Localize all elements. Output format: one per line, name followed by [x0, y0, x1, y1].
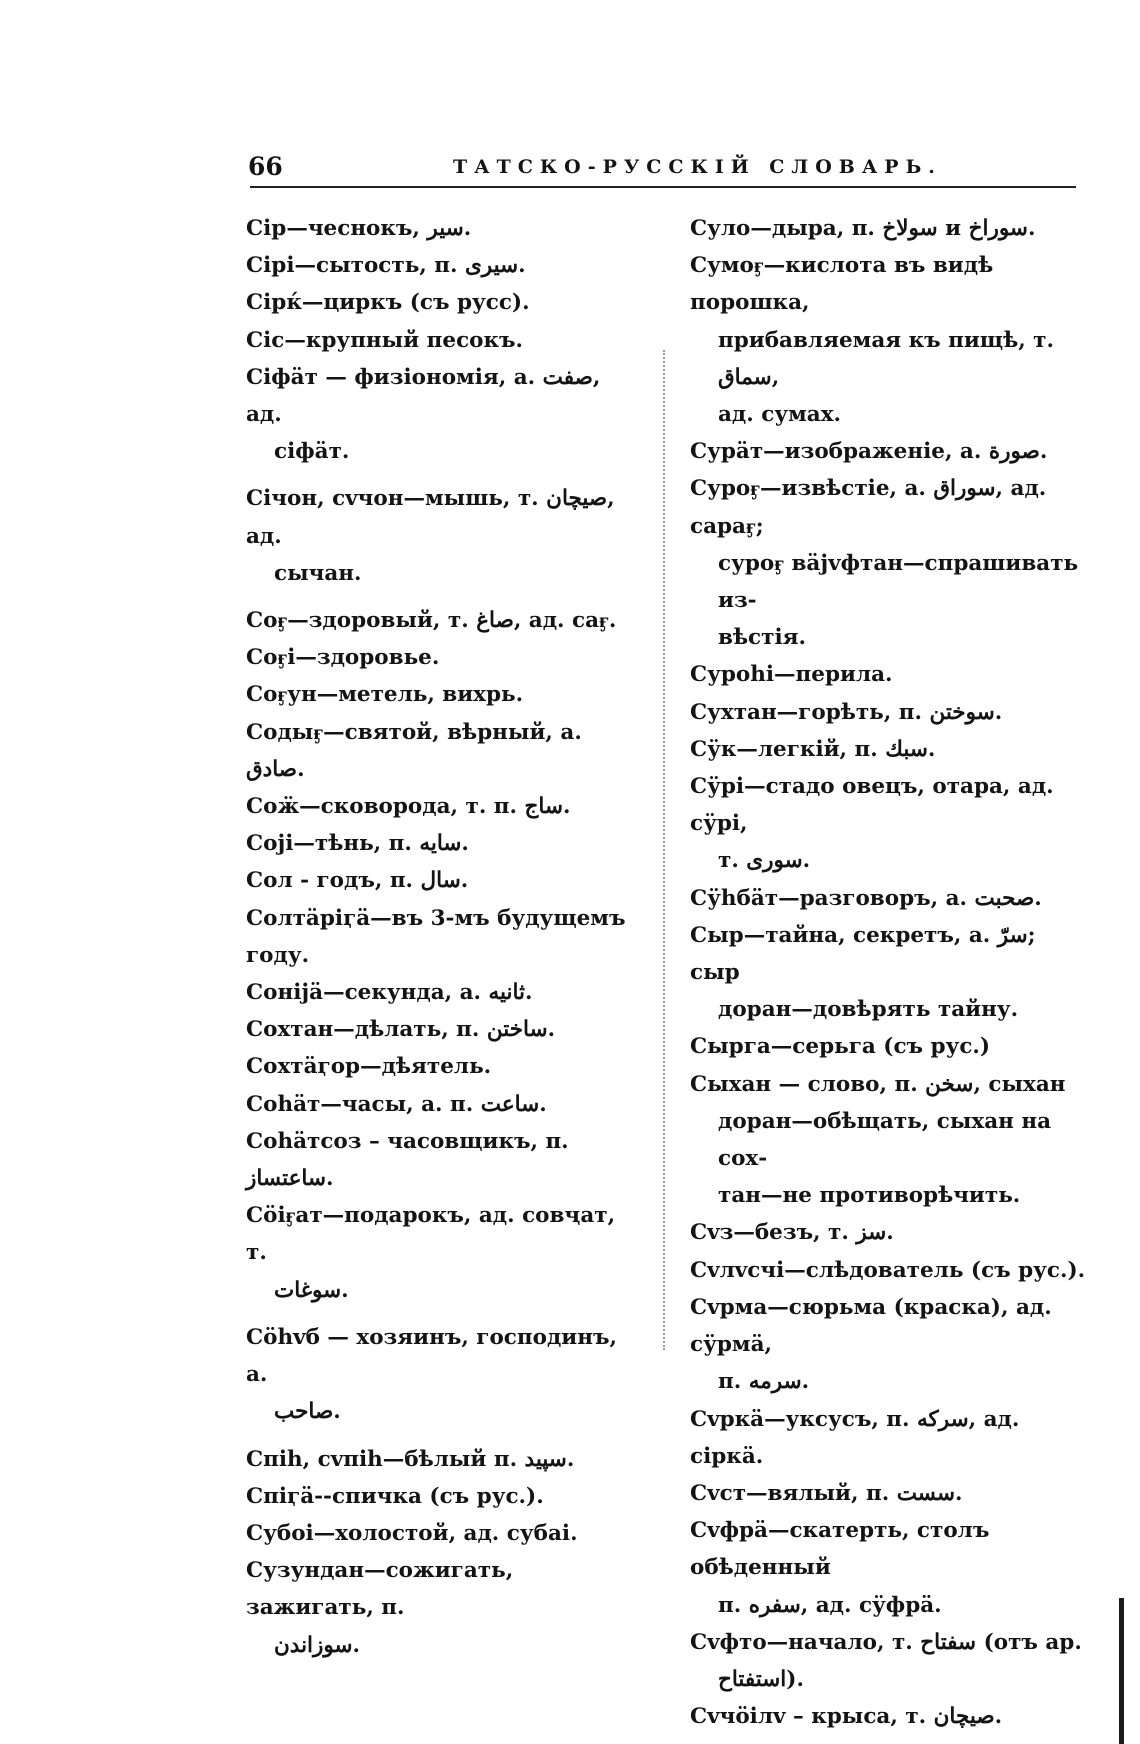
running-title: ТАТСКО-РУССКІЙ СЛОВАРЬ.: [453, 156, 942, 178]
entry-continuation: سوغات.: [274, 1277, 349, 1303]
dictionary-entry: [246, 1515, 630, 1552]
dictionary-entry: [690, 1512, 1090, 1624]
entry-line: Спіһ, сvпіһ—бѣлый п. سپيد.: [246, 1446, 575, 1472]
entry-line: Сvчöiлv – крыса, т. صيچان.: [690, 1704, 1003, 1730]
entry-line: Сузундан—сожигать, зажигать, п.: [246, 1558, 514, 1621]
entry-gap: [246, 1431, 630, 1441]
dictionary-entry: [246, 900, 630, 974]
dictionary-entry: [246, 1197, 630, 1309]
entry-continuation: прибавляемая къ пищѣ, т. سماق,: [718, 327, 1054, 390]
entry-line: Сумоӻ—кислота въ видѣ порошка,: [690, 253, 994, 316]
dictionary-entry: [246, 247, 630, 284]
entry-line: Сірќ—циркъ (съ русс).: [246, 290, 530, 316]
dictionary-entry: [690, 1066, 1090, 1215]
entry-line: Січон, сvчон—мышь, т. صيچان, ад.: [246, 486, 615, 549]
entry-line: Сӱк—легкій, п. سبك.: [690, 736, 936, 762]
page-number: 66: [248, 152, 283, 181]
entry-line: Сvфрä—скатерть, столъ обѣденный: [690, 1518, 990, 1581]
left-column: [246, 210, 630, 1664]
dictionary-entry: [690, 1028, 1090, 1065]
entry-line: Сvст—вялый, п. سست.: [690, 1480, 963, 1506]
entry-line: Сvфто—начало, т. سفتاح (отъ ар.: [690, 1629, 1082, 1655]
entry-gap: [246, 1309, 630, 1319]
dictionary-entry: [246, 284, 630, 321]
entry-line: Сухтан—горѣть, п. سوختن.: [690, 699, 1003, 725]
entry-gap: [246, 592, 630, 602]
entry-line: Соjі—тѣнь, п. سايه.: [246, 831, 469, 857]
dictionary-entry: [690, 470, 1090, 656]
dictionary-entry: [690, 880, 1090, 917]
entry-line: Сір—чеснокъ, سير.: [246, 216, 472, 241]
entry-line: Сурäт—изображеніе, а. صورة.: [690, 439, 1048, 465]
entry-line: Сöһvб — хозяинъ, господинъ, а.: [246, 1324, 617, 1388]
entry-line: Сіфäт — физіономія, а. صفت, ад.: [246, 364, 601, 428]
header-rule: [250, 186, 1076, 188]
entry-line: Сірі—сытость, п. سيرى.: [246, 253, 526, 279]
dictionary-entry: [690, 1624, 1090, 1698]
entry-line: Соӝ—сковорода, т. п. ساج.: [246, 794, 571, 820]
entry-line: Сохтан—дѣлать, п. ساختن.: [246, 1017, 556, 1043]
dictionary-entry: [246, 210, 630, 247]
entry-line: Соӻі—здоровье.: [246, 645, 440, 671]
entry-line: Сыхан — слово, п. سخن, сыхан: [690, 1071, 1066, 1097]
dictionary-entry: [246, 788, 630, 825]
dictionary-entry: [246, 676, 630, 713]
dictionary-entry: [690, 1289, 1090, 1401]
dictionary-entry: [246, 862, 630, 899]
dictionary-entry: [246, 359, 630, 471]
entry-continuation: صاحب.: [274, 1399, 341, 1425]
dictionary-entry: [246, 1086, 630, 1123]
entry-continuation: п. سفره, ад. сӱфрä.: [718, 1592, 942, 1618]
entry-continuation: т. سورى.: [718, 848, 811, 874]
entry-line: Соӻ—здоровый, т. صاغ, ад. саӻ.: [246, 608, 617, 634]
entry-line: Сӱрі—стадо овецъ, отара, ад. сӱрі,: [690, 774, 1054, 837]
entry-line: Суло—дыра, п. سولاخ и سوراخ.: [690, 216, 1036, 241]
dictionary-entry: [246, 480, 630, 592]
dictionary-entry: [690, 1214, 1090, 1251]
entry-line: Сvрма—сюрьма (краска), ад. сӱрмä,: [690, 1294, 1052, 1358]
right-column: [690, 210, 1090, 1735]
dictionary-entry: [246, 602, 630, 639]
entry-line: Суроӻ—извѣстіе, а. سوراق, ад. сараӻ;: [690, 476, 1047, 539]
entry-continuation: استفتاح).: [718, 1666, 804, 1692]
entry-line: Солтäріӷä—въ 3-мъ будущемъ году.: [246, 905, 626, 968]
dictionary-entry: [690, 210, 1090, 247]
entry-line: Сіс—крупный песокъ.: [246, 327, 524, 353]
entry-line: Субоі—холостой, ад. субаі.: [246, 1520, 578, 1546]
dictionary-entry: [690, 768, 1090, 880]
entry-continuation: суроӻ вäјvфтан—спрашивать из-: [718, 550, 1079, 614]
entry-continuation: вѣстія.: [718, 625, 807, 651]
entry-line: Сvлvсчі—слѣдователь (съ рус.).: [690, 1257, 1086, 1283]
dictionary-entry: [690, 694, 1090, 731]
entry-continuation: доран—обѣщать, сыхан на сох-: [718, 1108, 1052, 1172]
entry-line: Сыр—тайна, секретъ, а. سرّ; сыр: [690, 922, 1036, 986]
dictionary-entry: [690, 1401, 1090, 1475]
dictionary-entry: [690, 247, 1090, 433]
dictionary-entry: [246, 1478, 630, 1515]
entry-line: Сvркä—уксусъ, п. سركه, ад. сіркä.: [690, 1406, 1020, 1469]
entry-line: Сонijä—секунда, а. ثانيه.: [246, 980, 533, 1006]
dictionary-entry: [246, 639, 630, 676]
column-divider: [663, 350, 667, 1350]
dictionary-entry: [246, 1552, 630, 1664]
entry-continuation: ад. сумах.: [718, 402, 841, 428]
entry-continuation: тан—не противорѣчить.: [718, 1183, 1021, 1209]
dictionary-entry: [246, 1319, 630, 1431]
dictionary-entry: [246, 1011, 630, 1048]
dictionary-entry: [690, 1698, 1090, 1735]
page-edge-mark: [1119, 1598, 1124, 1744]
dictionary-entry: [690, 433, 1090, 470]
dictionary-entry: [246, 1123, 630, 1197]
dictionary-entry: [246, 1441, 630, 1478]
entry-line: Сохтäӷор—дѣятель.: [246, 1054, 492, 1080]
dictionary-entry: [246, 1048, 630, 1085]
entry-line: Соһäтсоз – часовщикъ, п. ساعتساز.: [246, 1128, 569, 1192]
entry-continuation: سوزاندن.: [274, 1632, 361, 1658]
dictionary-entry: [690, 917, 1090, 1029]
entry-line: Сvз—безъ, т. سز.: [690, 1220, 894, 1246]
entry-continuation: сіфäт.: [274, 439, 350, 465]
entry-line: Спіӷä--спичка (съ рус.).: [246, 1483, 544, 1509]
entry-line: Сырга—серьга (съ рус.): [690, 1034, 991, 1060]
entry-line: Соӻун—метель, вихрь.: [246, 682, 524, 708]
entry-line: Сӱһбäт—разговоръ, а. صحبت.: [690, 885, 1042, 911]
entry-continuation: доран—довѣрять тайну.: [718, 997, 1019, 1023]
dictionary-entry: [246, 825, 630, 862]
entry-line: Сöіӻат—подарокъ, ад. совҷат, т.: [246, 1203, 616, 1266]
dictionary-entry: [690, 656, 1090, 693]
entry-line: Сол - годъ, п. سال.: [246, 868, 469, 894]
page-header: [248, 148, 1078, 188]
entry-continuation: п. سرمه.: [718, 1369, 810, 1395]
entry-continuation: сычан.: [274, 560, 362, 586]
dictionary-entry: [690, 1252, 1090, 1289]
dictionary-entry: [690, 1475, 1090, 1512]
dictionary-entry: [246, 714, 630, 788]
dictionary-entry: [246, 322, 630, 359]
dictionary-entry: [690, 731, 1090, 768]
entry-line: Суроһі—перила.: [690, 662, 893, 688]
entry-line: Соһäт—часы, а. п. ساعت.: [246, 1091, 547, 1117]
entry-gap: [246, 470, 630, 480]
entry-line: Содыӻ—святой, вѣрный, а. صادق.: [246, 719, 582, 782]
dictionary-entry: [246, 974, 630, 1011]
